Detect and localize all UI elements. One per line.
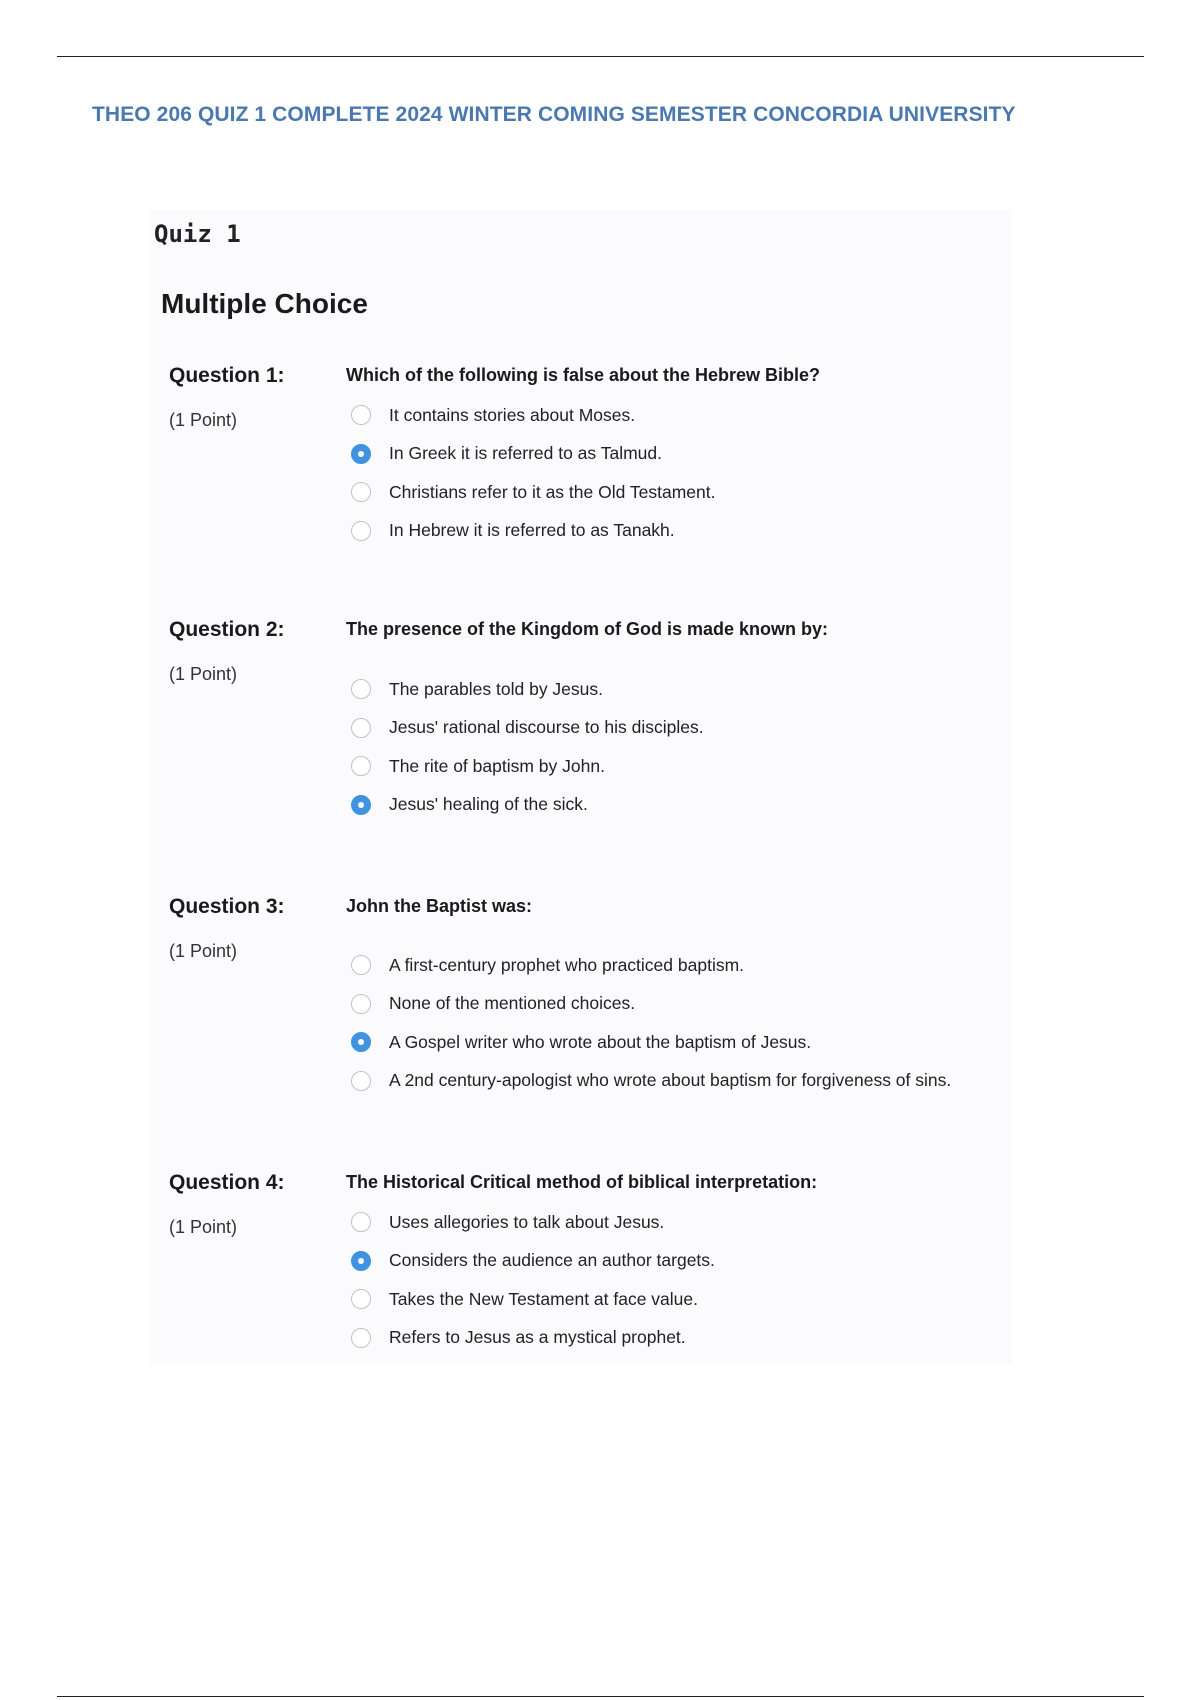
radio-button[interactable] (351, 1328, 371, 1348)
question-text: Which of the following is false about the Hebrew Bible? (346, 365, 821, 385)
option[interactable] (351, 1319, 715, 1358)
option-label: Considers the audience an author targets. (389, 1250, 715, 1271)
question-points: (1 Point) (169, 410, 238, 430)
option-label: It contains stories about Moses. (389, 404, 636, 425)
option-label: In Hebrew it is referred to as Tanakh. (389, 520, 675, 541)
question-text: The presence of the Kingdom of God is made known by: (346, 619, 829, 639)
option-label: In Greek it is referred to as Talmud. (389, 443, 662, 464)
radio-button[interactable] (351, 718, 371, 738)
option[interactable] (351, 670, 704, 709)
options-list (351, 396, 715, 550)
question-points: (1 Point) (169, 941, 238, 961)
option-label: A 2nd century-apologist who wrote about baptism for forgiveness of sins. (389, 1070, 952, 1091)
option[interactable] (351, 709, 704, 748)
question-label: Question 4: (169, 1171, 285, 1194)
question-points: (1 Point) (169, 664, 238, 684)
option-label: Jesus' healing of the sick. (389, 794, 588, 815)
radio-button[interactable] (351, 756, 371, 776)
option[interactable] (351, 473, 715, 512)
option[interactable] (351, 512, 715, 551)
question-points: (1 Point) (169, 1217, 238, 1237)
top-rule (57, 56, 1144, 57)
option[interactable] (351, 946, 951, 985)
option-label: None of the mentioned choices. (389, 993, 636, 1014)
option-label: The rite of baptism by John. (389, 755, 605, 776)
option-label: Uses allegories to talk about Jesus. (389, 1211, 665, 1232)
option[interactable] (351, 1280, 715, 1319)
options-list (351, 946, 951, 1100)
question-text: The Historical Critical method of biblical interpretation: (346, 1172, 818, 1192)
question-label: Question 3: (169, 895, 285, 918)
option[interactable] (351, 1023, 951, 1062)
radio-button[interactable] (351, 679, 371, 699)
option[interactable] (351, 1242, 715, 1281)
radio-button-selected[interactable] (351, 1032, 371, 1052)
option-label: Christians refer to it as the Old Testament. (389, 481, 716, 502)
option[interactable] (351, 435, 715, 474)
radio-button[interactable] (351, 482, 371, 502)
question-label: Question 2: (169, 618, 285, 641)
question-text: John the Baptist was: (346, 896, 533, 916)
option[interactable] (351, 1062, 951, 1101)
question-label: Question 1: (169, 364, 285, 387)
option[interactable] (351, 786, 704, 825)
radio-button[interactable] (351, 1071, 371, 1091)
options-list (351, 1203, 715, 1357)
section-title: Multiple Choice (161, 288, 368, 319)
radio-button[interactable] (351, 994, 371, 1014)
radio-button[interactable] (351, 1289, 371, 1309)
radio-button-selected[interactable] (351, 1251, 371, 1271)
option[interactable] (351, 396, 715, 435)
option[interactable] (351, 985, 951, 1024)
radio-button[interactable] (351, 1212, 371, 1232)
option[interactable] (351, 1203, 715, 1242)
quiz-title: Quiz 1 (154, 220, 241, 248)
radio-button-selected[interactable] (351, 444, 371, 464)
radio-button-selected[interactable] (351, 795, 371, 815)
option-label: Refers to Jesus as a mystical prophet. (389, 1327, 686, 1348)
bottom-rule (57, 1696, 1144, 1697)
option[interactable] (351, 747, 704, 786)
options-list (351, 670, 704, 824)
radio-button[interactable] (351, 521, 371, 541)
document-title: THEO 206 QUIZ 1 COMPLETE 2024 WINTER COMING SEMESTER CONCORDIA UNIVERSITY (92, 103, 1016, 126)
radio-button[interactable] (351, 405, 371, 425)
radio-button[interactable] (351, 955, 371, 975)
option-label: Jesus' rational discourse to his disciples. (389, 717, 704, 738)
option-label: A Gospel writer who wrote about the baptism of Jesus. (389, 1031, 812, 1052)
option-label: Takes the New Testament at face value. (389, 1288, 699, 1309)
option-label: The parables told by Jesus. (389, 678, 604, 699)
option-label: A first-century prophet who practiced baptism. (389, 954, 745, 975)
